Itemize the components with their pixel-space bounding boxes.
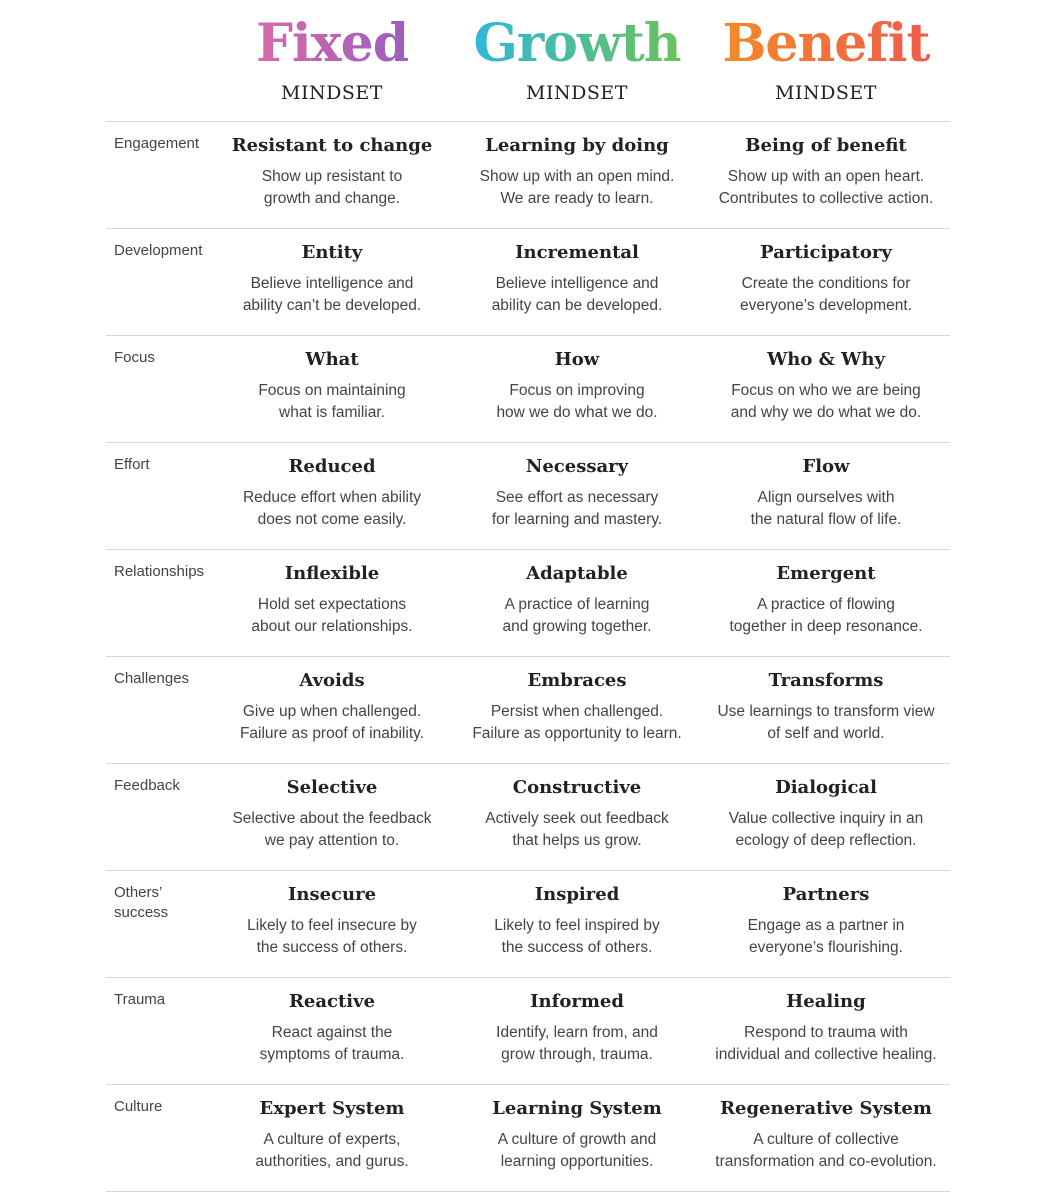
cell-title: Constructive: [512, 777, 642, 798]
cell-title: Reduced: [288, 456, 376, 477]
cell-title: How: [554, 349, 600, 370]
cell-title: Adaptable: [526, 563, 628, 584]
table-cell: [202, 241, 462, 317]
header-word: Fixed: [255, 13, 409, 74]
header-sub: MINDSET: [281, 82, 383, 104]
cell-description: React against the symptoms of trauma.: [259, 1024, 405, 1063]
row-label: Challenges: [114, 670, 190, 687]
cell-description: Likely to feel inspired by the success of others.: [494, 917, 660, 956]
cell-title: Expert System: [259, 1098, 405, 1119]
cell-description: Persist when challenged. Failure as opportunity to learn.: [472, 703, 682, 742]
table-cell: [447, 562, 707, 638]
table-cell: [447, 990, 707, 1066]
table-cell: [696, 990, 956, 1066]
cell-description: Show up resistant to growth and change.: [261, 168, 403, 207]
cell-title: Learning by doing: [485, 135, 669, 156]
cell-description: Actively seek out feedback that helps us grow.: [485, 810, 669, 849]
cell-title: Regenerative System: [720, 1098, 932, 1119]
cell-description: Engage as a partner in everyone’s flourishing.: [747, 917, 905, 956]
cell-title: Necessary: [525, 456, 629, 477]
table-cell: [447, 241, 707, 317]
cell-description: Value collective inquiry in an ecology of deep reflection.: [728, 810, 924, 849]
cell-title: Incremental: [515, 242, 639, 263]
cell-description: A practice of flowing together in deep resonance.: [729, 596, 923, 635]
cell-title: Emergent: [776, 563, 876, 584]
table-cell: [696, 455, 956, 531]
table-cell: [202, 990, 462, 1066]
cell-description: Believe intelligence and ability can be developed.: [491, 275, 663, 314]
cell-title: Informed: [530, 991, 624, 1012]
cell-title: Transforms: [768, 670, 884, 691]
cell-description: Show up with an open heart. Contributes to collective action.: [718, 168, 934, 207]
cell-description: Focus on who we are being and why we do what we do.: [730, 382, 922, 421]
table-cell: [202, 669, 462, 745]
table-row: [106, 656, 950, 763]
cell-title: Participatory: [760, 242, 892, 263]
table-cell: [202, 455, 462, 531]
cell-description: A culture of experts, authorities, and gurus.: [255, 1131, 409, 1170]
table-row: [106, 977, 950, 1084]
cell-description: A culture of growth and learning opportunities.: [497, 1131, 657, 1170]
cell-description: Focus on improving how we do what we do.: [496, 382, 658, 421]
cell-description: Believe intelligence and ability can’t be developed.: [242, 275, 422, 314]
header-sub: MINDSET: [526, 82, 628, 104]
cell-description: Identify, learn from, and grow through, trauma.: [496, 1024, 658, 1063]
cell-title: Partners: [782, 884, 870, 905]
table-cell: [202, 1097, 462, 1173]
row-label: Effort: [114, 456, 150, 473]
table-row: [106, 335, 950, 442]
cell-description: A practice of learning and growing together.: [502, 596, 652, 635]
table-row: [106, 763, 950, 870]
header-word: Benefit: [722, 13, 930, 74]
header-fixed: [202, 14, 462, 104]
table-cell: [202, 883, 462, 959]
cell-title: What: [305, 349, 359, 370]
cell-description: Reduce effort when ability does not come easily.: [242, 489, 422, 528]
cell-title: Reactive: [288, 991, 376, 1012]
header-word: Growth: [473, 13, 681, 74]
table-cell: [202, 562, 462, 638]
cell-description: Align ourselves with the natural flow of life.: [750, 489, 902, 528]
cell-title: Inflexible: [284, 563, 380, 584]
cell-title: Embraces: [527, 670, 627, 691]
cell-description: Use learnings to transform view of self and world.: [717, 703, 935, 742]
cell-description: Focus on maintaining what is familiar.: [258, 382, 406, 421]
row-label: Feedback: [114, 777, 180, 794]
table-cell: [202, 134, 462, 210]
cell-description: A culture of collective transformation and co-evolution.: [715, 1131, 937, 1170]
cell-title: Who & Why: [767, 349, 885, 370]
cell-title: Dialogical: [775, 777, 877, 798]
table-cell: [447, 455, 707, 531]
cell-title: Flow: [802, 456, 850, 477]
mindset-table: [106, 121, 950, 1192]
row-label: Engagement: [114, 135, 200, 152]
table-cell: [696, 562, 956, 638]
row-label: Relationships: [114, 563, 205, 580]
cell-description: Likely to feel insecure by the success of others.: [247, 917, 417, 956]
cell-title: Insecure: [287, 884, 377, 905]
table-row: [106, 1084, 950, 1192]
table-cell: [447, 1097, 707, 1173]
table-cell: [696, 241, 956, 317]
table-cell: [696, 776, 956, 852]
table-row: [106, 442, 950, 549]
cell-title: Avoids: [299, 670, 365, 691]
cell-title: Being of benefit: [745, 135, 907, 156]
table-cell: [696, 669, 956, 745]
table-cell: [447, 669, 707, 745]
header-sub: MINDSET: [775, 82, 877, 104]
table-cell: [447, 348, 707, 424]
table-cell: [447, 883, 707, 959]
table-cell: [447, 134, 707, 210]
row-label: Trauma: [114, 991, 166, 1008]
table-row: [106, 121, 950, 228]
table-row: [106, 228, 950, 335]
cell-description: Respond to trauma with individual and collective healing.: [715, 1024, 937, 1063]
cell-description: Show up with an open mind. We are ready to learn.: [479, 168, 675, 207]
table-cell: [696, 134, 956, 210]
cell-title: Resistant to change: [231, 135, 433, 156]
row-label: Others’ success: [114, 884, 169, 921]
header-benefit: [696, 14, 956, 104]
cell-description: Give up when challenged. Failure as proof of inability.: [239, 703, 425, 742]
table-cell: [447, 776, 707, 852]
cell-description: Hold set expectations about our relationships.: [251, 596, 413, 635]
table-cell: [696, 348, 956, 424]
cell-title: Entity: [301, 242, 363, 263]
cell-title: Inspired: [534, 884, 620, 905]
table-cell: [696, 883, 956, 959]
cell-description: Selective about the feedback we pay attention to.: [232, 810, 432, 849]
cell-title: Selective: [286, 777, 378, 798]
cell-title: Healing: [786, 991, 866, 1012]
table-cell: [202, 776, 462, 852]
table-row: [106, 870, 950, 977]
cell-description: See effort as necessary for learning and mastery.: [491, 489, 663, 528]
cell-title: Learning System: [492, 1098, 662, 1119]
row-label: Focus: [114, 349, 155, 366]
row-label: Culture: [114, 1098, 163, 1115]
row-label: Development: [114, 242, 203, 259]
table-cell: [696, 1097, 956, 1173]
table-cell: [202, 348, 462, 424]
cell-description: Create the conditions for everyone’s development.: [739, 275, 913, 314]
table-row: [106, 549, 950, 656]
header-growth: [447, 14, 707, 104]
